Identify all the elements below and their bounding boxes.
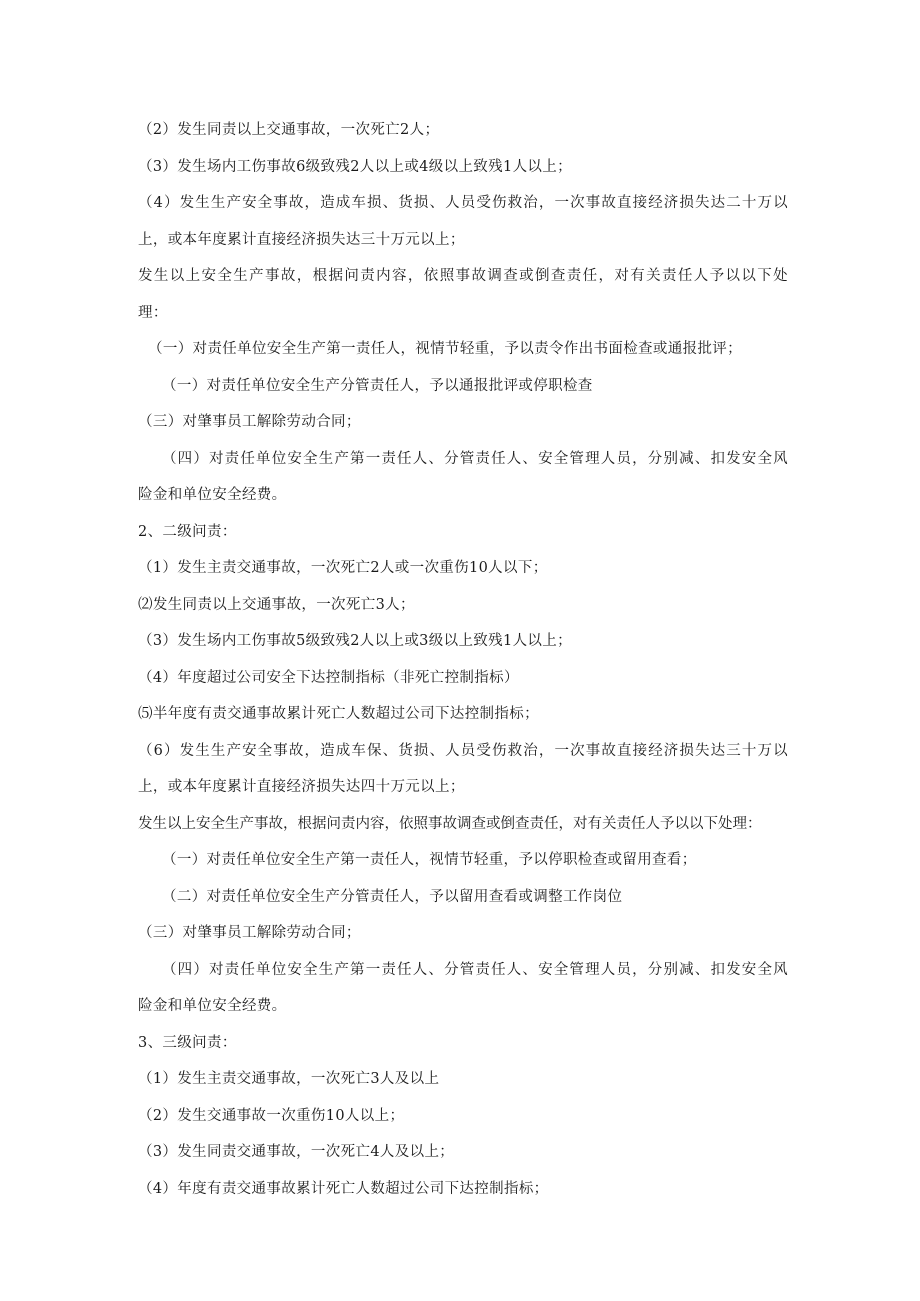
text-line: （2）发生交通事故一次重伤10人以上； xyxy=(138,1108,405,1124)
text-line: （4）年度有责交通事故累计死亡人数超过公司下达控制指标； xyxy=(138,1181,549,1197)
text-line: （3）发生场内工伤事故5级致残2人以上或3级以上致残1人以上； xyxy=(138,633,572,649)
text-line: （一）对责任单位安全生产第一责任人，视情节轻重，予以责令作出书面检查或通报批评； xyxy=(148,341,742,357)
section-heading: 3、三级问责： xyxy=(138,1035,237,1051)
text-line: ⑵发生同责以上交通事故，一次死亡3人； xyxy=(138,597,415,613)
text-line: （6）发生生产安全事故，造成车保、货损、人员受伤救治，一次事故直接经济损失达三十万以 xyxy=(138,743,788,759)
text-line: （三）对肇事员工解除劳动合同； xyxy=(138,925,361,941)
text-line: 险金和单位安全经费。 xyxy=(138,998,287,1014)
text-line: （一）对责任单位安全生产分管责任人，予以通报批评或停职检查 xyxy=(162,378,593,394)
text-line: ⑸半年度有责交通事故累计死亡人数超过公司下达控制指标； xyxy=(138,706,539,722)
text-line: （3）发生同责交通事故，一次死亡4人及以上； xyxy=(138,1144,455,1160)
text-line: （4）发生生产安全事故，造成车损、货损、人员受伤救治，一次事故直接经济损失达二十万以 xyxy=(138,195,788,211)
text-line: 上，或本年度累计直接经济损失达四十万元以上； xyxy=(138,779,465,795)
text-line: （4）年度超过公司安全下达控制指标（非死亡控制指标） xyxy=(138,670,519,686)
text-line: （1）发生主责交通事故，一次死亡3人及以上 xyxy=(138,1071,440,1087)
text-line: （四）对责任单位安全生产第一责任人、分管责任人、安全管理人员，分别减、扣发安全风 xyxy=(162,451,788,467)
text-line: （二）对责任单位安全生产分管责任人，予以留用查看或调整工作岗位 xyxy=(162,889,623,905)
text-line: 发生以上安全生产事故，根据问责内容，依照事故调查或倒查责任，对有关责任人予以以下处理： xyxy=(138,816,762,832)
text-line: （三）对肇事员工解除劳动合同； xyxy=(138,414,361,430)
text-line: 发生以上安全生产事故，根据问责内容，依照事故调查或倒查责任，对有关责任人予以以下处 xyxy=(138,268,788,284)
text-line: 理： xyxy=(138,305,168,321)
text-line: 险金和单位安全经费。 xyxy=(138,487,287,503)
text-line: （3）发生场内工伤事故6级致残2人以上或4级以上致残1人以上； xyxy=(138,159,572,175)
text-line: （1）发生主责交通事故，一次死亡2人或一次重伤10人以下； xyxy=(138,560,548,576)
section-heading: 2、二级问责： xyxy=(138,524,237,540)
text-line: 上，或本年度累计直接经济损失达三十万元以上； xyxy=(138,232,465,248)
text-line: （一）对责任单位安全生产第一责任人，视情节轻重，予以停职检查或留用查看； xyxy=(162,852,697,868)
text-line: （四）对责任单位安全生产第一责任人、分管责任人、安全管理人员，分别减、扣发安全风 xyxy=(162,962,788,978)
text-line: （2）发生同责以上交通事故，一次死亡2人； xyxy=(138,122,440,138)
